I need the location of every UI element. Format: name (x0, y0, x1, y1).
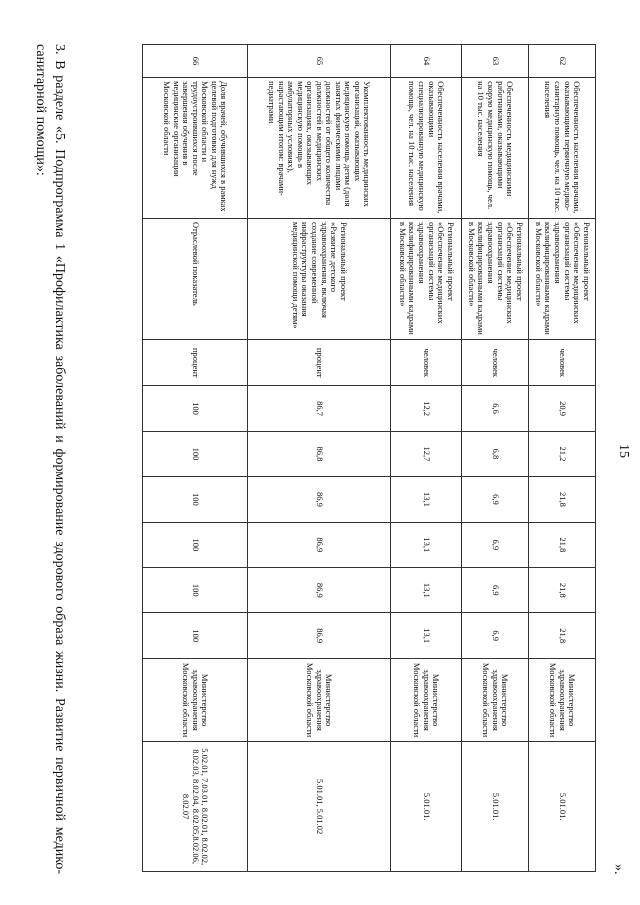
codes-cell: 5.01.01. (462, 742, 529, 872)
value-cell: 21,8 (529, 613, 596, 658)
row-number: 66 (143, 45, 248, 78)
closing-quote: ». (611, 864, 626, 875)
indicator-cell: Обеспеченность медицинскими работниками, оказывающими скорую медицинскую помощь, чел. на 10 тыс. населения (462, 78, 529, 219)
codes-cell: 5.01.01. (391, 742, 462, 872)
unit-cell: человек (529, 340, 596, 386)
value-cell: 6,9 (462, 522, 529, 567)
row-number: 63 (462, 45, 529, 78)
section-paragraph: 3. В разделе «5. Подпрограмма 1 «Профилактика заболеваний и формирование здорового образа жизни. Развитие первичной медико-санитарной помощи»: (33, 44, 67, 874)
value-cell: 21,8 (529, 568, 596, 613)
responsible-cell: Министерство здравоохранения Московской области (248, 658, 391, 741)
value-cell: 12,7 (391, 431, 462, 476)
codes-cell: 5.02.01, 7.03.01, 8.02.01, 8.02.02, 8.02.03, 8.02.04, 8.02.05,8.02.06, 8.02.07 (143, 742, 248, 872)
table-row (462, 45, 529, 872)
value-cell: 86,9 (248, 568, 391, 613)
table-row (143, 45, 248, 872)
value-cell: 100 (143, 568, 248, 613)
value-cell: 21,8 (529, 477, 596, 522)
value-cell: 100 (143, 431, 248, 476)
responsible-cell: Министерство здравоохранения Московской области (391, 658, 462, 741)
source-cell: Региональный проект «Обеспечение медицинских организаций системы здравоохранения квалифицированными кадрами в Московской области» (462, 218, 529, 339)
row-number: 64 (391, 45, 462, 78)
value-cell: 21,2 (529, 431, 596, 476)
value-cell: 13,1 (391, 522, 462, 567)
value-cell: 13,1 (391, 477, 462, 522)
value-cell: 13,1 (391, 568, 462, 613)
value-cell: 6,9 (462, 477, 529, 522)
indicators-table (142, 44, 596, 872)
source-cell: Региональный проект «Обеспечение медицинских организаций системы здравоохранения квалифицированными кадрами в Московской области» (391, 218, 462, 339)
row-number: 65 (248, 45, 391, 78)
indicator-cell: Обеспеченность населения врачами, оказывающими первичную медико-санитарную помощь, чел. на 10 тыс. населения (529, 78, 596, 219)
indicator-cell: Обеспеченность населения врачами, оказывающими специализированную медицинскую помощь, чел. на 10 тыс. населения (391, 78, 462, 219)
table-row (391, 45, 462, 872)
value-cell: 86,9 (248, 613, 391, 658)
page-number: 15 (616, 444, 631, 458)
unit-cell: процент (143, 340, 248, 386)
value-cell: 6,9 (462, 613, 529, 658)
source-cell: Региональный проект «Обеспечение медицинских организаций системы здравоохранения квалифицированными кадрами в Московской области» (529, 218, 596, 339)
indicator-cell: Доля врачей, обучившихся в рамках целевой подготовки для нужд Московской области и трудоустроившихся после завершения обучения в медицинские организации Московской области (143, 78, 248, 219)
value-cell: 86,7 (248, 386, 391, 431)
value-cell: 100 (143, 613, 248, 658)
value-cell: 100 (143, 477, 248, 522)
source-cell: Отраслевой показатель (143, 218, 248, 339)
source-cell: Региональный проект «Развитие детского здравоохранения, включая создание современной инфраструктуры оказания медицинской помощи детям» (248, 218, 391, 339)
value-cell: 21,8 (529, 522, 596, 567)
codes-cell: 5.01.01. (529, 742, 596, 872)
responsible-cell: Министерство здравоохранения Московской области (143, 658, 248, 741)
value-cell: 100 (143, 522, 248, 567)
value-cell: 86,8 (248, 431, 391, 476)
indicator-cell: Укомплектованность медицинских организаций, оказывающих медицинскую помощь детям (доля занятых физическими лицами должностей от общего количества должностей в медицинских организациях, оказывающих медицинскую помощь в амбулаторных условиях), нарастающим итогом: врачами-педиатрами (248, 78, 391, 219)
row-number: 62 (529, 45, 596, 78)
responsible-cell: Министерство здравоохранения Московской области (529, 658, 596, 741)
responsible-cell: Министерство здравоохранения Московской области (462, 658, 529, 741)
value-cell: 6,8 (462, 431, 529, 476)
value-cell: 12,2 (391, 386, 462, 431)
value-cell: 6,9 (462, 568, 529, 613)
unit-cell: человек (391, 340, 462, 386)
table-row (248, 45, 391, 872)
rotated-page (6, 4, 636, 904)
value-cell: 86,9 (248, 522, 391, 567)
value-cell: 100 (143, 386, 248, 431)
codes-cell: 5.01.01, 5.01.02 (248, 742, 391, 872)
value-cell: 20,9 (529, 386, 596, 431)
value-cell: 6,6 (462, 386, 529, 431)
value-cell: 86,9 (248, 477, 391, 522)
value-cell: 13,1 (391, 613, 462, 658)
table-row (529, 45, 596, 872)
unit-cell: человек (462, 340, 529, 386)
unit-cell: процент (248, 340, 391, 386)
